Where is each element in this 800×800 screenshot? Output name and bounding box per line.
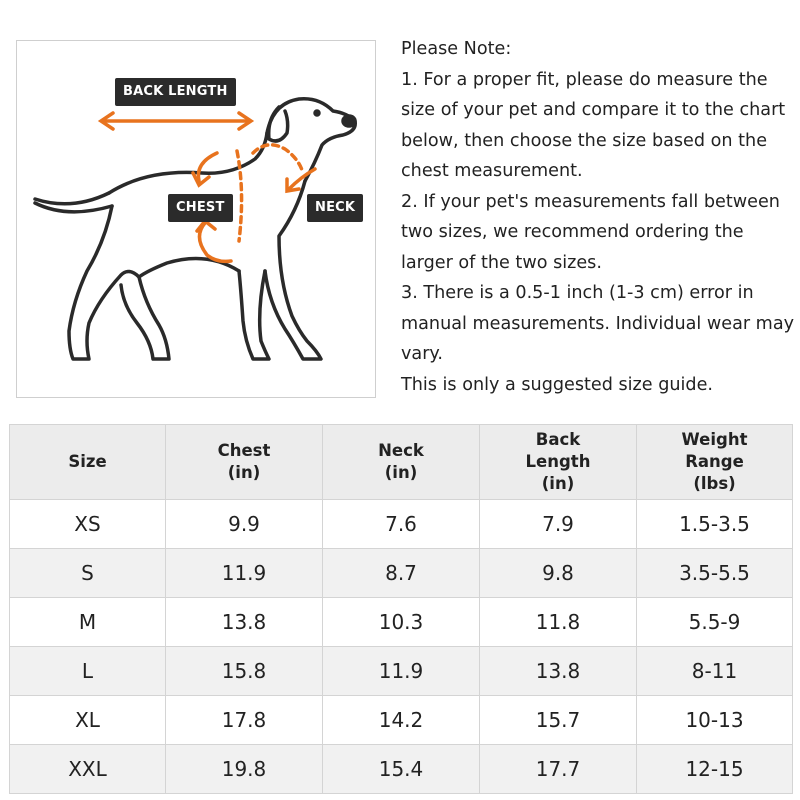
cell-neck: 7.6	[323, 500, 480, 549]
cell-size: M	[10, 598, 166, 647]
cell-chest: 17.8	[166, 696, 323, 745]
cell-back-length: 11.8	[480, 598, 637, 647]
cell-size: S	[10, 549, 166, 598]
header-neck: Neck (in)	[323, 425, 480, 500]
notes-footer: This is only a suggested size guide.	[401, 374, 713, 395]
table-row	[10, 745, 793, 794]
table-header-row	[10, 425, 793, 500]
chest-label: CHEST	[168, 194, 233, 222]
cell-weight: 1.5-3.5	[637, 500, 793, 549]
note-item-1: 1. For a proper fit, please do measure the size of your pet and compare it to the chart below, then choose the size based on the chest measurement.	[401, 69, 786, 181]
table-row	[10, 500, 793, 549]
notes-heading: Please Note:	[401, 39, 512, 59]
cell-neck: 14.2	[323, 696, 480, 745]
cell-back-length: 13.8	[480, 647, 637, 696]
cell-chest: 11.9	[166, 549, 323, 598]
cell-chest: 13.8	[166, 598, 323, 647]
note-item-3: 3. There is a 0.5-1 inch (1-3 cm) error in manual measurements. Individual wear may vary.	[401, 283, 795, 364]
cell-weight: 8-11	[637, 647, 793, 696]
cell-neck: 15.4	[323, 745, 480, 794]
cell-chest: 15.8	[166, 647, 323, 696]
header-size: Size	[10, 425, 166, 500]
cell-size: XL	[10, 696, 166, 745]
measurement-diagram	[16, 40, 376, 398]
cell-back-length: 15.7	[480, 696, 637, 745]
table-row	[10, 598, 793, 647]
header-weight-range: Weight Range (lbs)	[637, 425, 793, 500]
cell-back-length: 7.9	[480, 500, 637, 549]
neck-label: NECK	[307, 194, 363, 222]
cell-back-length: 9.8	[480, 549, 637, 598]
header-chest: Chest (in)	[166, 425, 323, 500]
table-row	[10, 647, 793, 696]
size-notes	[401, 34, 795, 400]
cell-weight: 10-13	[637, 696, 793, 745]
cell-neck: 10.3	[323, 598, 480, 647]
cell-neck: 11.9	[323, 647, 480, 696]
cell-size: L	[10, 647, 166, 696]
header-back-length: Back Length (in)	[480, 425, 637, 500]
size-chart-table	[9, 424, 793, 794]
cell-weight: 5.5-9	[637, 598, 793, 647]
cell-weight: 12-15	[637, 745, 793, 794]
cell-size: XS	[10, 500, 166, 549]
back-length-label: BACK LENGTH	[115, 78, 236, 106]
cell-chest: 19.8	[166, 745, 323, 794]
note-item-2: 2. If your pet's measurements fall between two sizes, we recommend ordering the larger of the two sizes.	[401, 191, 780, 273]
cell-back-length: 17.7	[480, 745, 637, 794]
cell-neck: 8.7	[323, 549, 480, 598]
cell-size: XXL	[10, 745, 166, 794]
cell-chest: 9.9	[166, 500, 323, 549]
cell-weight: 3.5-5.5	[637, 549, 793, 598]
table-row	[10, 549, 793, 598]
table-row	[10, 696, 793, 745]
